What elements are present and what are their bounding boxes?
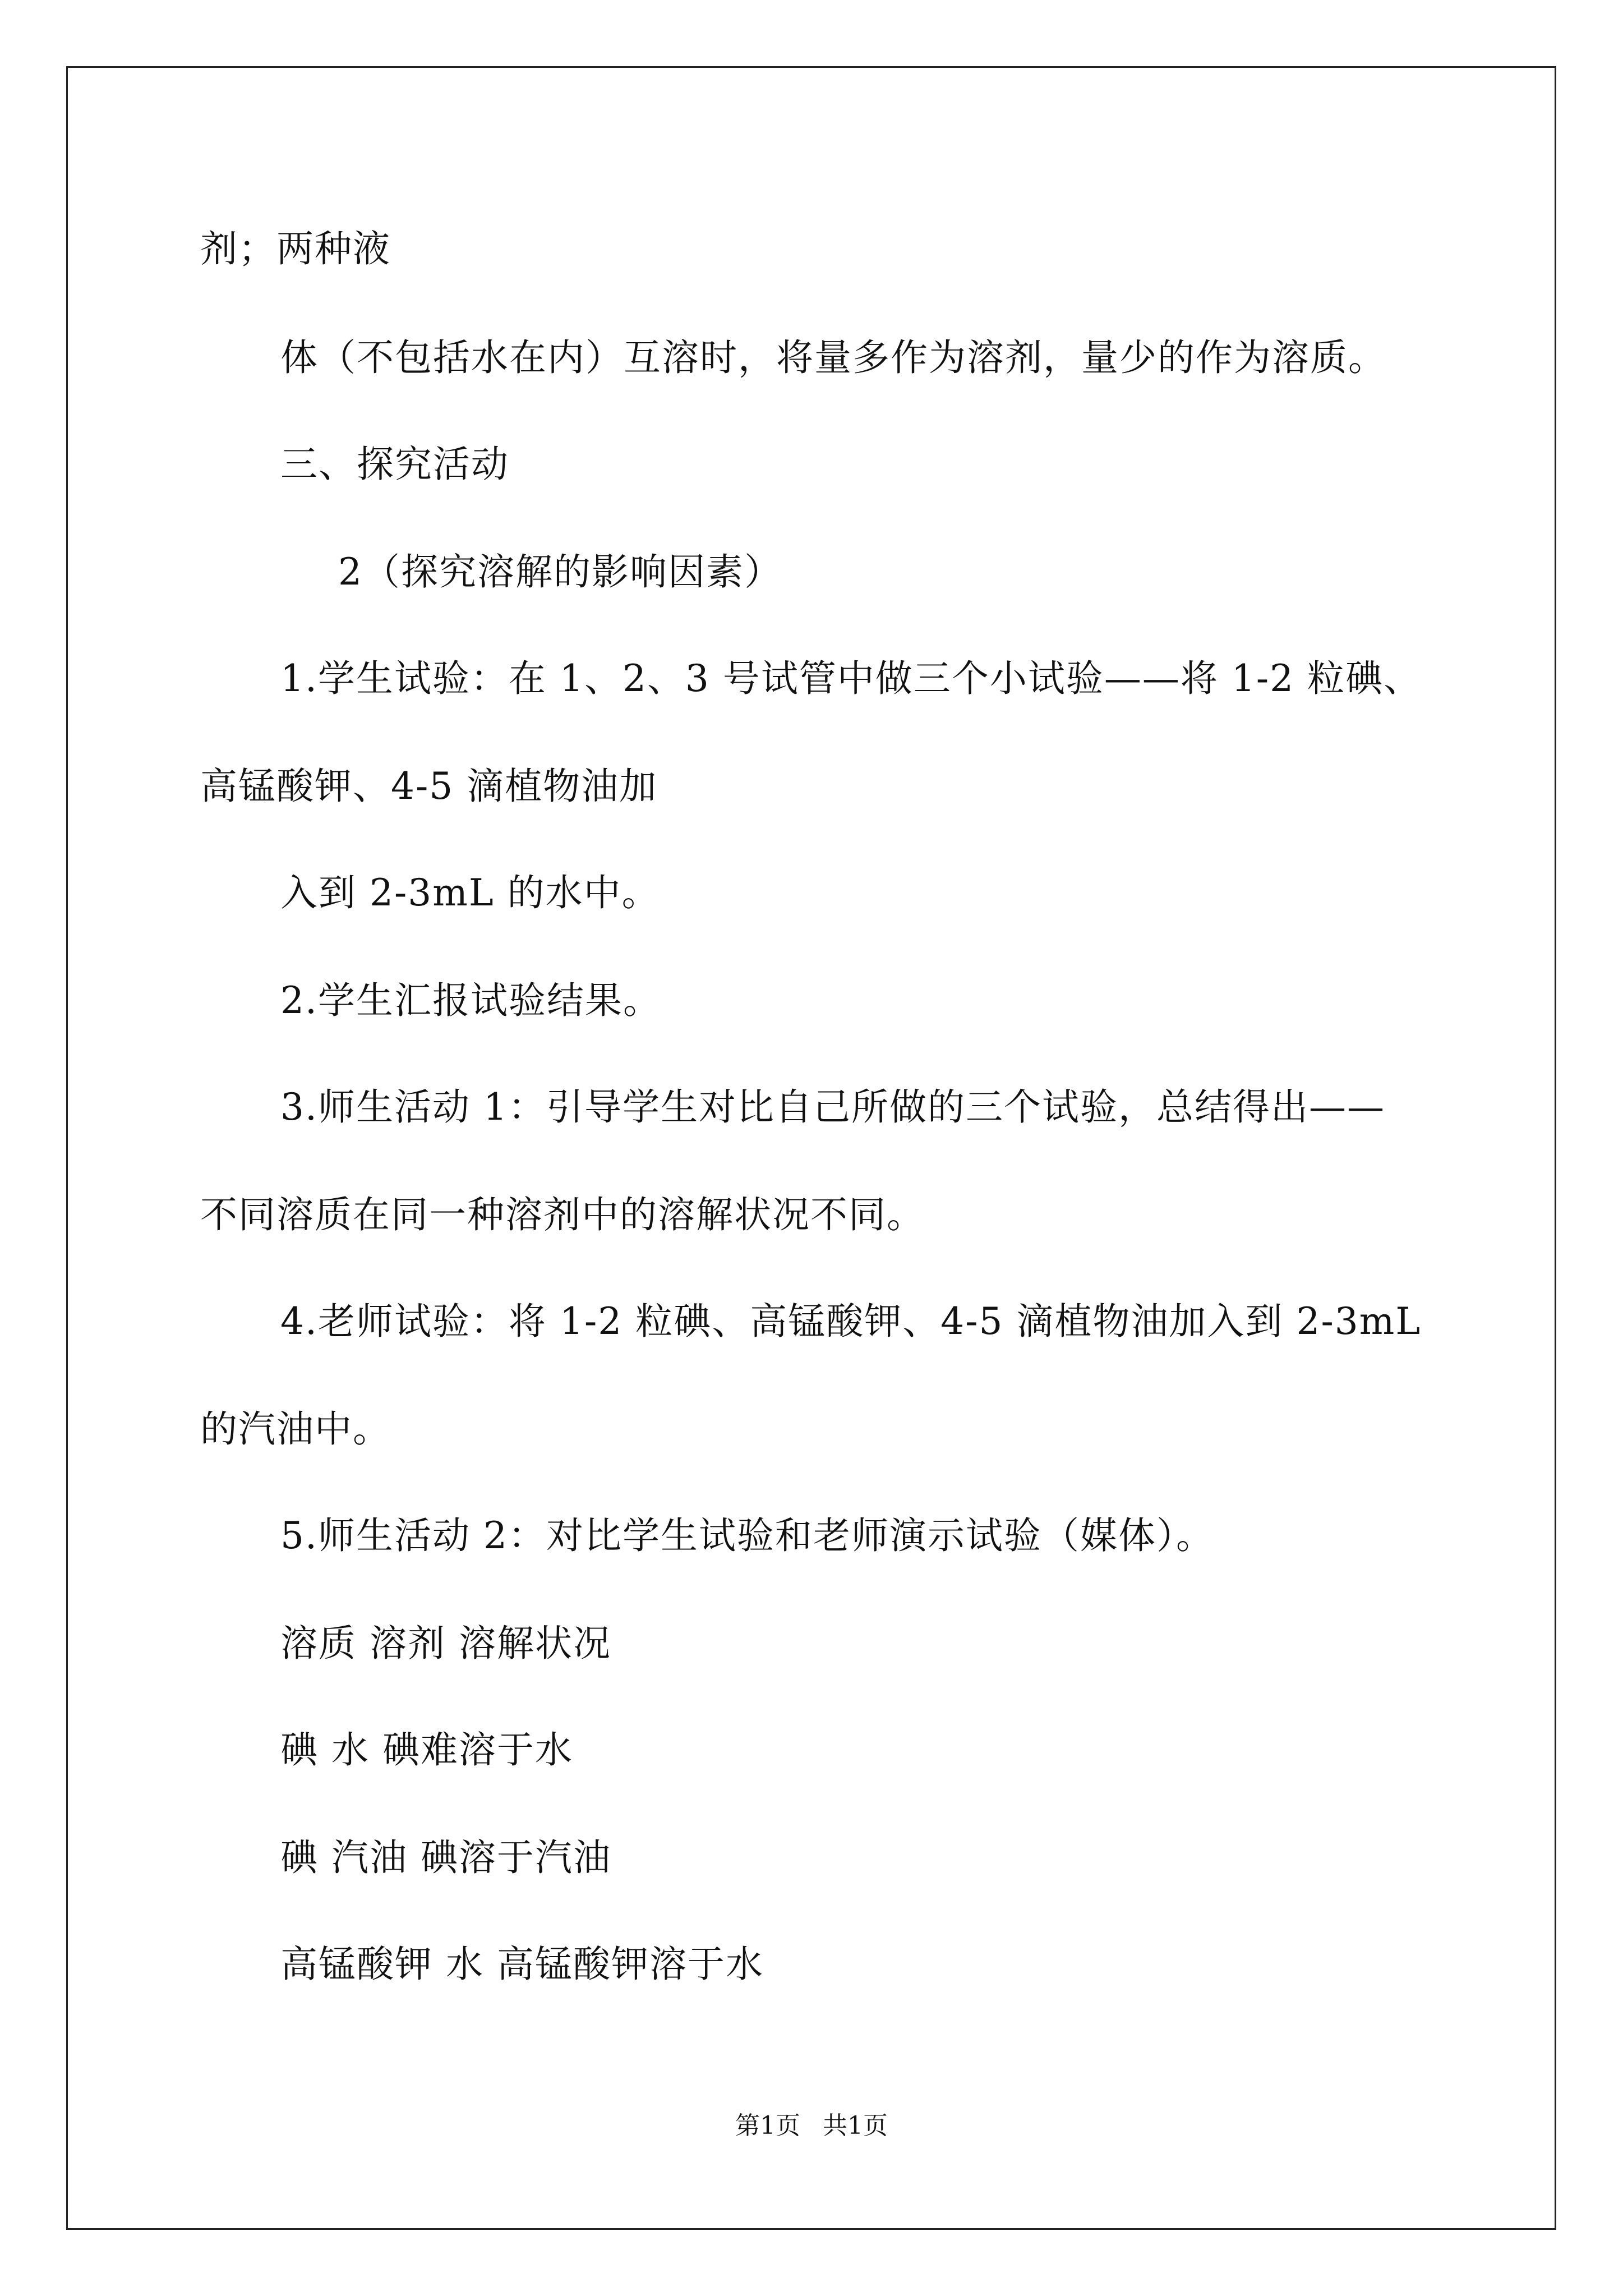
text-line-8: 2.学生汇报试验结果。	[280, 979, 661, 1022]
text-line-9: 3.师生活动 1：引导学生对比自己所做的三个试验，总结得出——	[280, 1085, 1385, 1129]
page-number-total: 共1页	[823, 2111, 888, 2140]
table-row-3: 高锰酸钾 水 高锰酸钾溶于水	[280, 1943, 764, 1986]
text-line-13: 5.师生活动 2：对比学生试验和老师演示试验（媒体）。	[280, 1514, 1214, 1557]
text-line-1: 剂；两种液	[200, 227, 391, 270]
table-row-2: 碘 汽油 碘溶于汽油	[280, 1836, 611, 1879]
text-line-2: 体（不包括水在内）互溶时，将量多作为溶剂，量少的作为溶质。	[280, 336, 1386, 379]
text-line-7: 入到 2-3mL 的水中。	[280, 871, 660, 914]
page-number-current: 第1页	[735, 2111, 800, 2140]
subsection-heading: 2（探究溶解的影响因素）	[338, 550, 782, 593]
text-line-11: 4.老师试验：将 1-2 粒碘、高锰酸钾、4-5 滴植物油加入到 2-3mL	[280, 1300, 1422, 1343]
page-footer	[0, 2110, 1623, 2142]
text-line-6: 高锰酸钾、4-5 滴植物油加	[200, 765, 658, 808]
text-line-12: 的汽油中。	[200, 1407, 391, 1451]
page-border	[66, 66, 1556, 2230]
section-heading: 三、探究活动	[280, 443, 509, 486]
table-row-1: 碘 水 碘难溶于水	[280, 1728, 573, 1772]
text-line-10: 不同溶质在同一种溶剂中的溶解状况不同。	[200, 1193, 925, 1236]
text-line-5: 1.学生试验：在 1、2、3 号试管中做三个小试验——将 1-2 粒碘、	[280, 657, 1422, 700]
table-header-row: 溶质 溶剂 溶解状况	[280, 1622, 611, 1665]
